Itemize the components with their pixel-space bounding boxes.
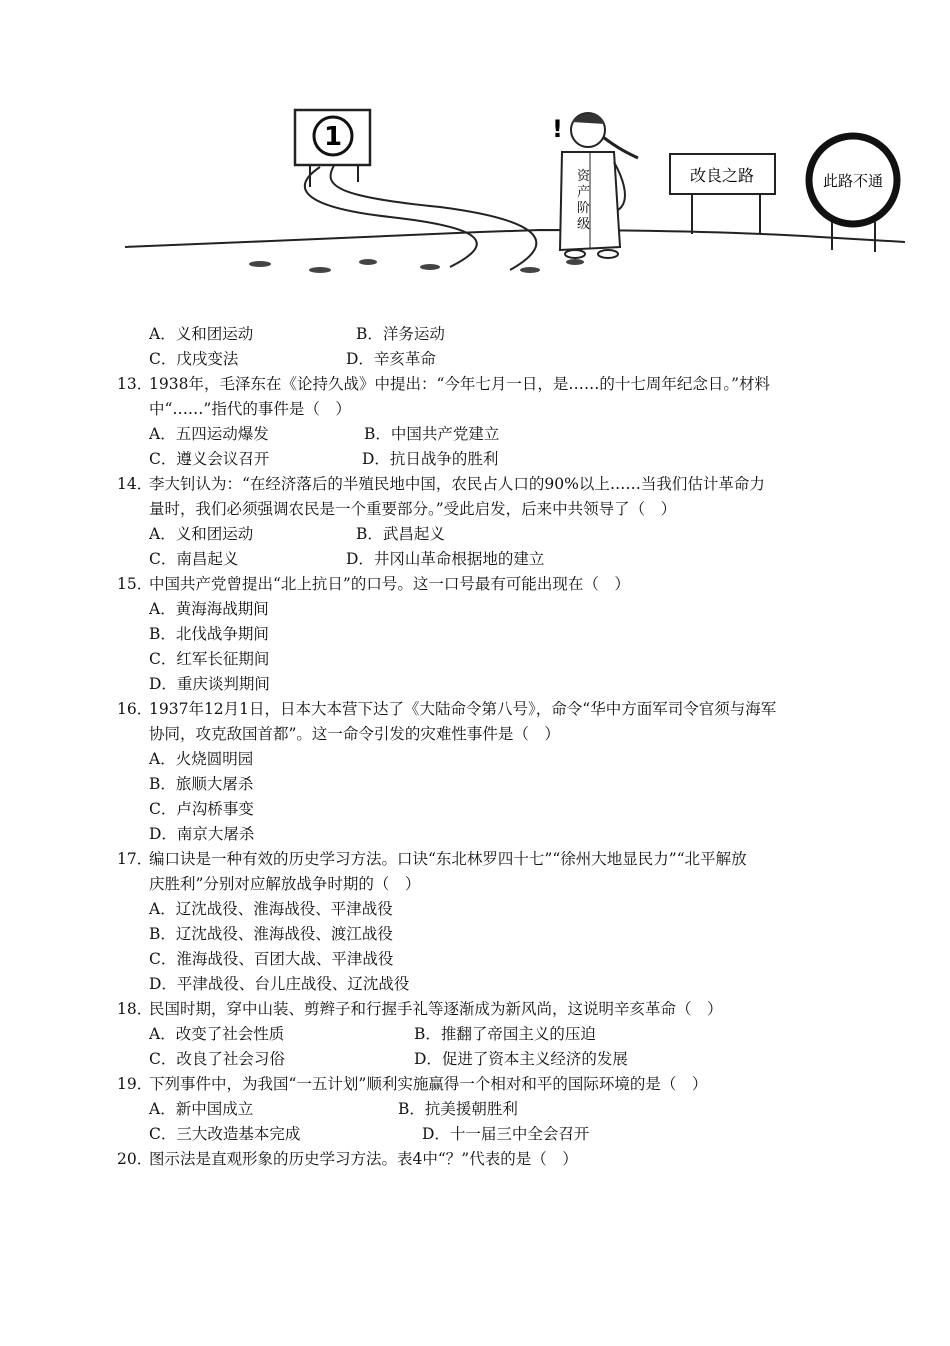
- q17-option-a[interactable]: A．辽沈战役、淮海战役、平津战役: [149, 900, 393, 918]
- q13-option-d[interactable]: D．抗日战争的胜利: [362, 450, 499, 468]
- q14-stem: [117, 472, 847, 497]
- q14-option-d[interactable]: D．井冈山革命根据地的建立: [346, 550, 545, 568]
- q20-stem: [117, 1147, 847, 1172]
- q16-stem: [117, 697, 847, 722]
- q17-stem: [117, 847, 847, 872]
- figure-char-2: 产: [577, 185, 591, 200]
- q19-option-a[interactable]: A．新中国成立: [149, 1100, 254, 1118]
- q16-stem-line1: 1937年12月1日，日本大本营下达了《大陆命令第八号》，命令“华中方面军司令官须与海军: [149, 700, 777, 718]
- figure-char-1: 资: [577, 169, 591, 184]
- q14-stem-line2: 量时，我们必须强调农民是一个重要部分。”受此启发，后来中共领导了（ ）: [149, 500, 677, 518]
- q17-stem-line2: 庆胜利”分别对应解放战争时期的（ ）: [149, 875, 421, 893]
- reform-road-sign: [670, 154, 775, 234]
- q13-option-c[interactable]: C．遵义会议召开: [149, 450, 270, 468]
- q13-stem: [117, 372, 847, 397]
- q14-stem-line1: 李大钊认为：“在经济落后的半殖民地中国，农民占人口的90%以上……当我们估计革命力: [149, 475, 765, 493]
- q15-stem-line1: 中国共产党曾提出“北上抗日”的口号。这一口号最有可能出现在（ ）: [149, 575, 630, 593]
- q15-option-c[interactable]: C．红军长征期间: [149, 650, 270, 668]
- q16-number: 16．: [117, 700, 153, 718]
- reform-sign-text: 改良之路: [689, 166, 755, 185]
- q16-stem-line2: 协同，攻克敌国首都”。这一命令引发的灾难性事件是（ ）: [149, 725, 560, 743]
- q17-number: 17．: [117, 850, 153, 868]
- q19-option-c[interactable]: C．三大改造基本完成: [149, 1125, 301, 1143]
- q19-stem: [117, 1072, 847, 1097]
- q16-option-b[interactable]: B．旅顺大屠杀: [149, 775, 254, 793]
- q13-option-b[interactable]: B．中国共产党建立: [364, 425, 500, 443]
- q20-stem-line1: 图示法是直观形象的历史学习方法。表4中“？”代表的是（ ）: [149, 1150, 578, 1168]
- q16-option-d[interactable]: D．南京大屠杀: [149, 825, 255, 843]
- q12-option-d[interactable]: D．辛亥革命: [346, 350, 436, 368]
- q14-option-b[interactable]: B．武昌起义: [356, 525, 445, 543]
- q18-number: 18．: [117, 1000, 153, 1018]
- q16-option-a[interactable]: A．火烧圆明园: [149, 750, 254, 768]
- figure-char-4: 级: [577, 217, 591, 232]
- q14-option-c[interactable]: C．南昌起义: [149, 550, 239, 568]
- q19-option-d[interactable]: D．十一届三中全会召开: [422, 1125, 590, 1143]
- q15-option-d[interactable]: D．重庆谈判期间: [149, 675, 270, 693]
- q19-number: 19．: [117, 1075, 153, 1093]
- q13-number: 13．: [117, 375, 153, 393]
- q12-option-a[interactable]: A．义和团运动: [149, 325, 254, 343]
- q13-stem-line2: 中“……”指代的事件是（ ）: [149, 400, 351, 418]
- q12-option-b[interactable]: B．洋务运动: [356, 325, 445, 343]
- q18-stem: [117, 997, 847, 1022]
- figure-char-3: 阶: [577, 201, 591, 216]
- q18-stem-line1: 民国时期，穿中山装、剪辫子和行握手礼等逐渐成为新风尚，这说明辛亥革命（ ）: [149, 1000, 723, 1018]
- blocked-road-sign: [809, 136, 897, 252]
- q20-number: 20．: [117, 1150, 153, 1168]
- bourgeoisie-figure: [560, 113, 638, 258]
- q19-option-b[interactable]: B．抗美援朝胜利: [398, 1100, 518, 1118]
- q13-stem-line1: 1938年，毛泽东在《论持久战》中提出：“今年七月一日，是……的十七周年纪念日。”材料: [149, 375, 771, 393]
- q14-number: 14．: [117, 475, 153, 493]
- q17-option-c[interactable]: C．淮海战役、百团大战、平津战役: [149, 950, 394, 968]
- q17-stem-line1: 编口诀是一种有效的历史学习方法。口诀“东北林罗四十七”“徐州大地显民力”“北平解放: [149, 850, 747, 868]
- q18-option-d[interactable]: D．促进了资本主义经济的发展: [414, 1050, 628, 1068]
- sign-number: 1: [323, 122, 343, 152]
- q18-option-a[interactable]: A．改变了社会性质: [149, 1025, 285, 1043]
- q17-option-d[interactable]: D．平津战役、台儿庄战役、辽沈战役: [149, 975, 410, 993]
- exclamation-mark: !: [552, 115, 563, 143]
- q14-option-a[interactable]: A．义和团运动: [149, 525, 254, 543]
- q18-option-b[interactable]: B．推翻了帝国主义的压迫: [414, 1025, 596, 1043]
- q15-option-b[interactable]: B．北伐战争期间: [149, 625, 269, 643]
- cartoon-illustration: [120, 92, 910, 302]
- q15-number: 15．: [117, 575, 153, 593]
- q15-stem: [117, 572, 847, 597]
- q19-stem-line1: 下列事件中，为我国“一五计划”顺利实施赢得一个相对和平的国际环境的是（ ）: [149, 1075, 708, 1093]
- q15-option-a[interactable]: A．黄海海战期间: [149, 600, 269, 618]
- blocked-sign-text: 此路不通: [822, 172, 884, 190]
- numbered-sign: [295, 110, 370, 187]
- q16-option-c[interactable]: C．卢沟桥事变: [149, 800, 254, 818]
- q12-option-c[interactable]: C．戊戌变法: [149, 350, 239, 368]
- q18-option-c[interactable]: C．改良了社会习俗: [149, 1050, 285, 1068]
- q13-option-a[interactable]: A．五四运动爆发: [149, 425, 269, 443]
- q17-option-b[interactable]: B．辽沈战役、淮海战役、渡江战役: [149, 925, 393, 943]
